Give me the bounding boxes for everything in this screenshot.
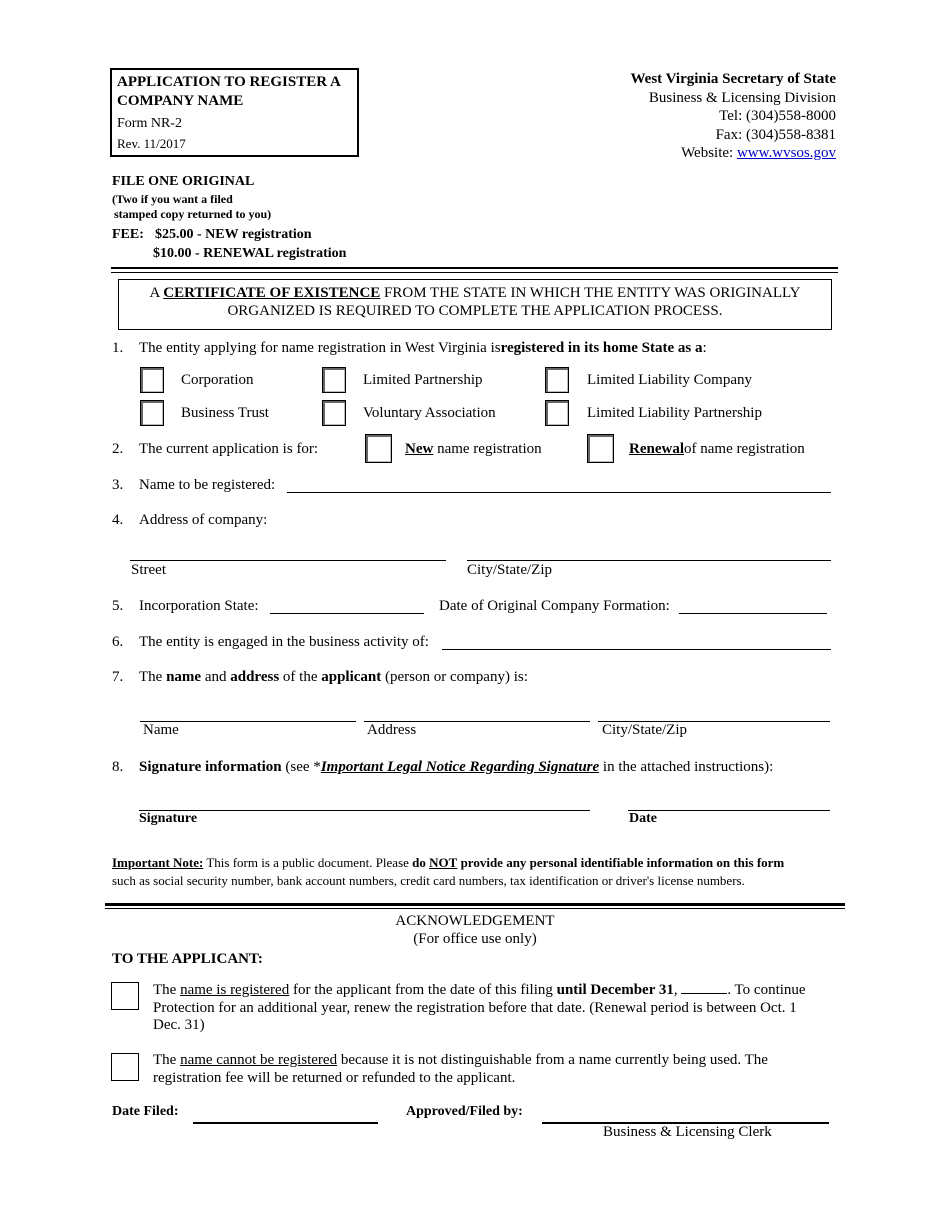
- item1-number: 1.: [112, 340, 124, 356]
- formation-date-label: Date of Original Company Formation:: [439, 598, 670, 614]
- form-title-line1: APPLICATION TO REGISTER A: [117, 74, 341, 90]
- item3-number: 3.: [112, 477, 124, 493]
- item2-number: 2.: [112, 441, 124, 457]
- certificate-notice: [118, 279, 832, 330]
- opt2-line2: registration fee will be returned or refunded to the applicant.: [153, 1070, 516, 1086]
- header-rule: [111, 267, 838, 269]
- file-one-original: FILE ONE ORIGINAL: [112, 174, 255, 189]
- name-registered-checkbox[interactable]: [111, 982, 139, 1010]
- business-activity-field[interactable]: [442, 649, 831, 650]
- agency-block: [630, 70, 836, 163]
- signature-caption: Signature: [139, 811, 198, 826]
- corporation-checkbox[interactable]: [140, 367, 164, 393]
- fee-renewal: $10.00 - RENEWAL registration: [153, 246, 347, 261]
- company-city-field[interactable]: [467, 560, 831, 561]
- header-rule-thin: [111, 272, 838, 273]
- opt1-line1: The name is registered for the applicant from the date of this filing until December 31, . To continue: [153, 982, 806, 998]
- date-filed-field[interactable]: [193, 1122, 378, 1124]
- agency-website: [630, 144, 836, 163]
- item4-number: 4.: [112, 512, 124, 528]
- agency-name: West Virginia Secretary of State: [630, 71, 836, 87]
- ack-rule: [105, 903, 845, 906]
- item1-question: The entity applying for name registration in West Virginia isregistered in its home State as a:: [139, 340, 707, 356]
- incorporation-state-field[interactable]: [270, 613, 424, 614]
- clerk-caption: Business & Licensing Clerk: [603, 1124, 772, 1140]
- fee-new: $25.00 - NEW registration: [155, 227, 312, 242]
- llp-checkbox[interactable]: [545, 400, 569, 426]
- name-not-registered-checkbox[interactable]: [111, 1053, 139, 1081]
- two-copies-line2: stamped copy returned to you): [114, 207, 272, 221]
- item3-question: Name to be registered:: [139, 477, 276, 493]
- item8-number: 8.: [112, 759, 124, 775]
- applicant-city-caption: City/State/Zip: [602, 722, 687, 738]
- opt1-line3: Dec. 31): [153, 1017, 205, 1033]
- form-title-line2: COMPANY NAME: [117, 93, 244, 109]
- item4-question: Address of company:: [139, 512, 268, 528]
- important-note-line2: such as social security number, bank account numbers, credit card numbers, tax identification or driver's license numbers.: [112, 873, 745, 888]
- website-link[interactable]: www.wvsos.gov: [736, 145, 836, 161]
- two-copies-line1: (Two if you want a filed: [112, 192, 233, 206]
- limited-partnership-checkbox[interactable]: [322, 367, 346, 393]
- corporation-label: Corporation: [181, 372, 254, 388]
- date-filed-label: Date Filed:: [112, 1104, 179, 1119]
- new-registration-checkbox[interactable]: [365, 434, 392, 463]
- signature-field[interactable]: [139, 810, 590, 811]
- date-field[interactable]: [628, 810, 830, 811]
- renewal-registration-label: Renewalof name registration: [629, 441, 805, 457]
- item6-number: 6.: [112, 634, 124, 650]
- business-trust-checkbox[interactable]: [140, 400, 164, 426]
- website-label: Website:: [681, 145, 734, 161]
- form-revision: Rev. 11/2017: [117, 136, 186, 151]
- business-trust-label: Business Trust: [181, 405, 269, 421]
- ack-subtitle: (For office use only): [413, 931, 537, 947]
- item5-question: Incorporation State:: [139, 598, 259, 614]
- agency-fax: Fax: (304)558-8381: [715, 126, 836, 143]
- ack-rule-thin: [105, 908, 845, 909]
- city-state-zip-caption: City/State/Zip: [467, 562, 552, 578]
- notice-emphasis: CERTIFICATE OF EXISTENCE: [163, 285, 381, 301]
- important-note-line1: Important Note: This form is a public document. Please do NOT provide any personal identifiable information on this form: [112, 855, 785, 870]
- fee-label: FEE:: [112, 227, 144, 242]
- voluntary-association-checkbox[interactable]: [322, 400, 346, 426]
- company-street-field[interactable]: [130, 560, 446, 561]
- llc-checkbox[interactable]: [545, 367, 569, 393]
- notice-line2: ORGANIZED IS REQUIRED TO COMPLETE THE APPLICATION PROCESS.: [227, 303, 723, 319]
- opt1-line2: Protection for an additional year, renew the registration before that date. (Renewal period is between Oct. 1: [153, 1000, 797, 1016]
- item2-question: The current application is for:: [139, 441, 319, 457]
- form-title-box: [110, 68, 359, 157]
- item8-question: Signature information (see *Important Legal Notice Regarding Signature in the attached instructions):: [139, 759, 774, 775]
- company-name-field[interactable]: [287, 492, 831, 493]
- opt2-line1: The name cannot be registered because it is not distinguishable from a name currently being used. The: [153, 1052, 768, 1068]
- applicant-name-caption: Name: [143, 722, 179, 738]
- renewal-registration-checkbox[interactable]: [587, 434, 614, 463]
- limited-partnership-label: Limited Partnership: [363, 372, 483, 388]
- item7-question: The name and address of the applicant (person or company) is:: [139, 669, 528, 685]
- street-caption: Street: [131, 562, 166, 578]
- voluntary-association-label: Voluntary Association: [363, 405, 496, 421]
- approved-by-label: Approved/Filed by:: [406, 1104, 523, 1119]
- applicant-address-caption: Address: [367, 722, 417, 738]
- item5-number: 5.: [112, 598, 124, 614]
- notice-prefix: A: [149, 285, 160, 301]
- date-caption: Date: [629, 811, 657, 826]
- llp-label: Limited Liability Partnership: [587, 405, 762, 421]
- form-number: Form NR-2: [117, 116, 182, 131]
- llc-label: Limited Liability Company: [587, 372, 752, 388]
- legal-notice-link[interactable]: Important Legal Notice Regarding Signature: [320, 759, 600, 775]
- renewal-year-field[interactable]: [681, 993, 727, 994]
- new-registration-label: New name registration: [405, 441, 542, 457]
- to-applicant-heading: TO THE APPLICANT:: [112, 951, 263, 967]
- formation-date-field[interactable]: [679, 613, 827, 614]
- item6-question: The entity is engaged in the business activity of:: [139, 634, 429, 650]
- agency-tel: Tel: (304)558-8000: [719, 108, 836, 124]
- notice-line1: FROM THE STATE IN WHICH THE ENTITY WAS ORIGINALLY: [384, 285, 801, 301]
- agency-division: Business & Licensing Division: [648, 89, 836, 106]
- ack-title: ACKNOWLEDGEMENT: [395, 913, 555, 929]
- item7-number: 7.: [112, 669, 124, 685]
